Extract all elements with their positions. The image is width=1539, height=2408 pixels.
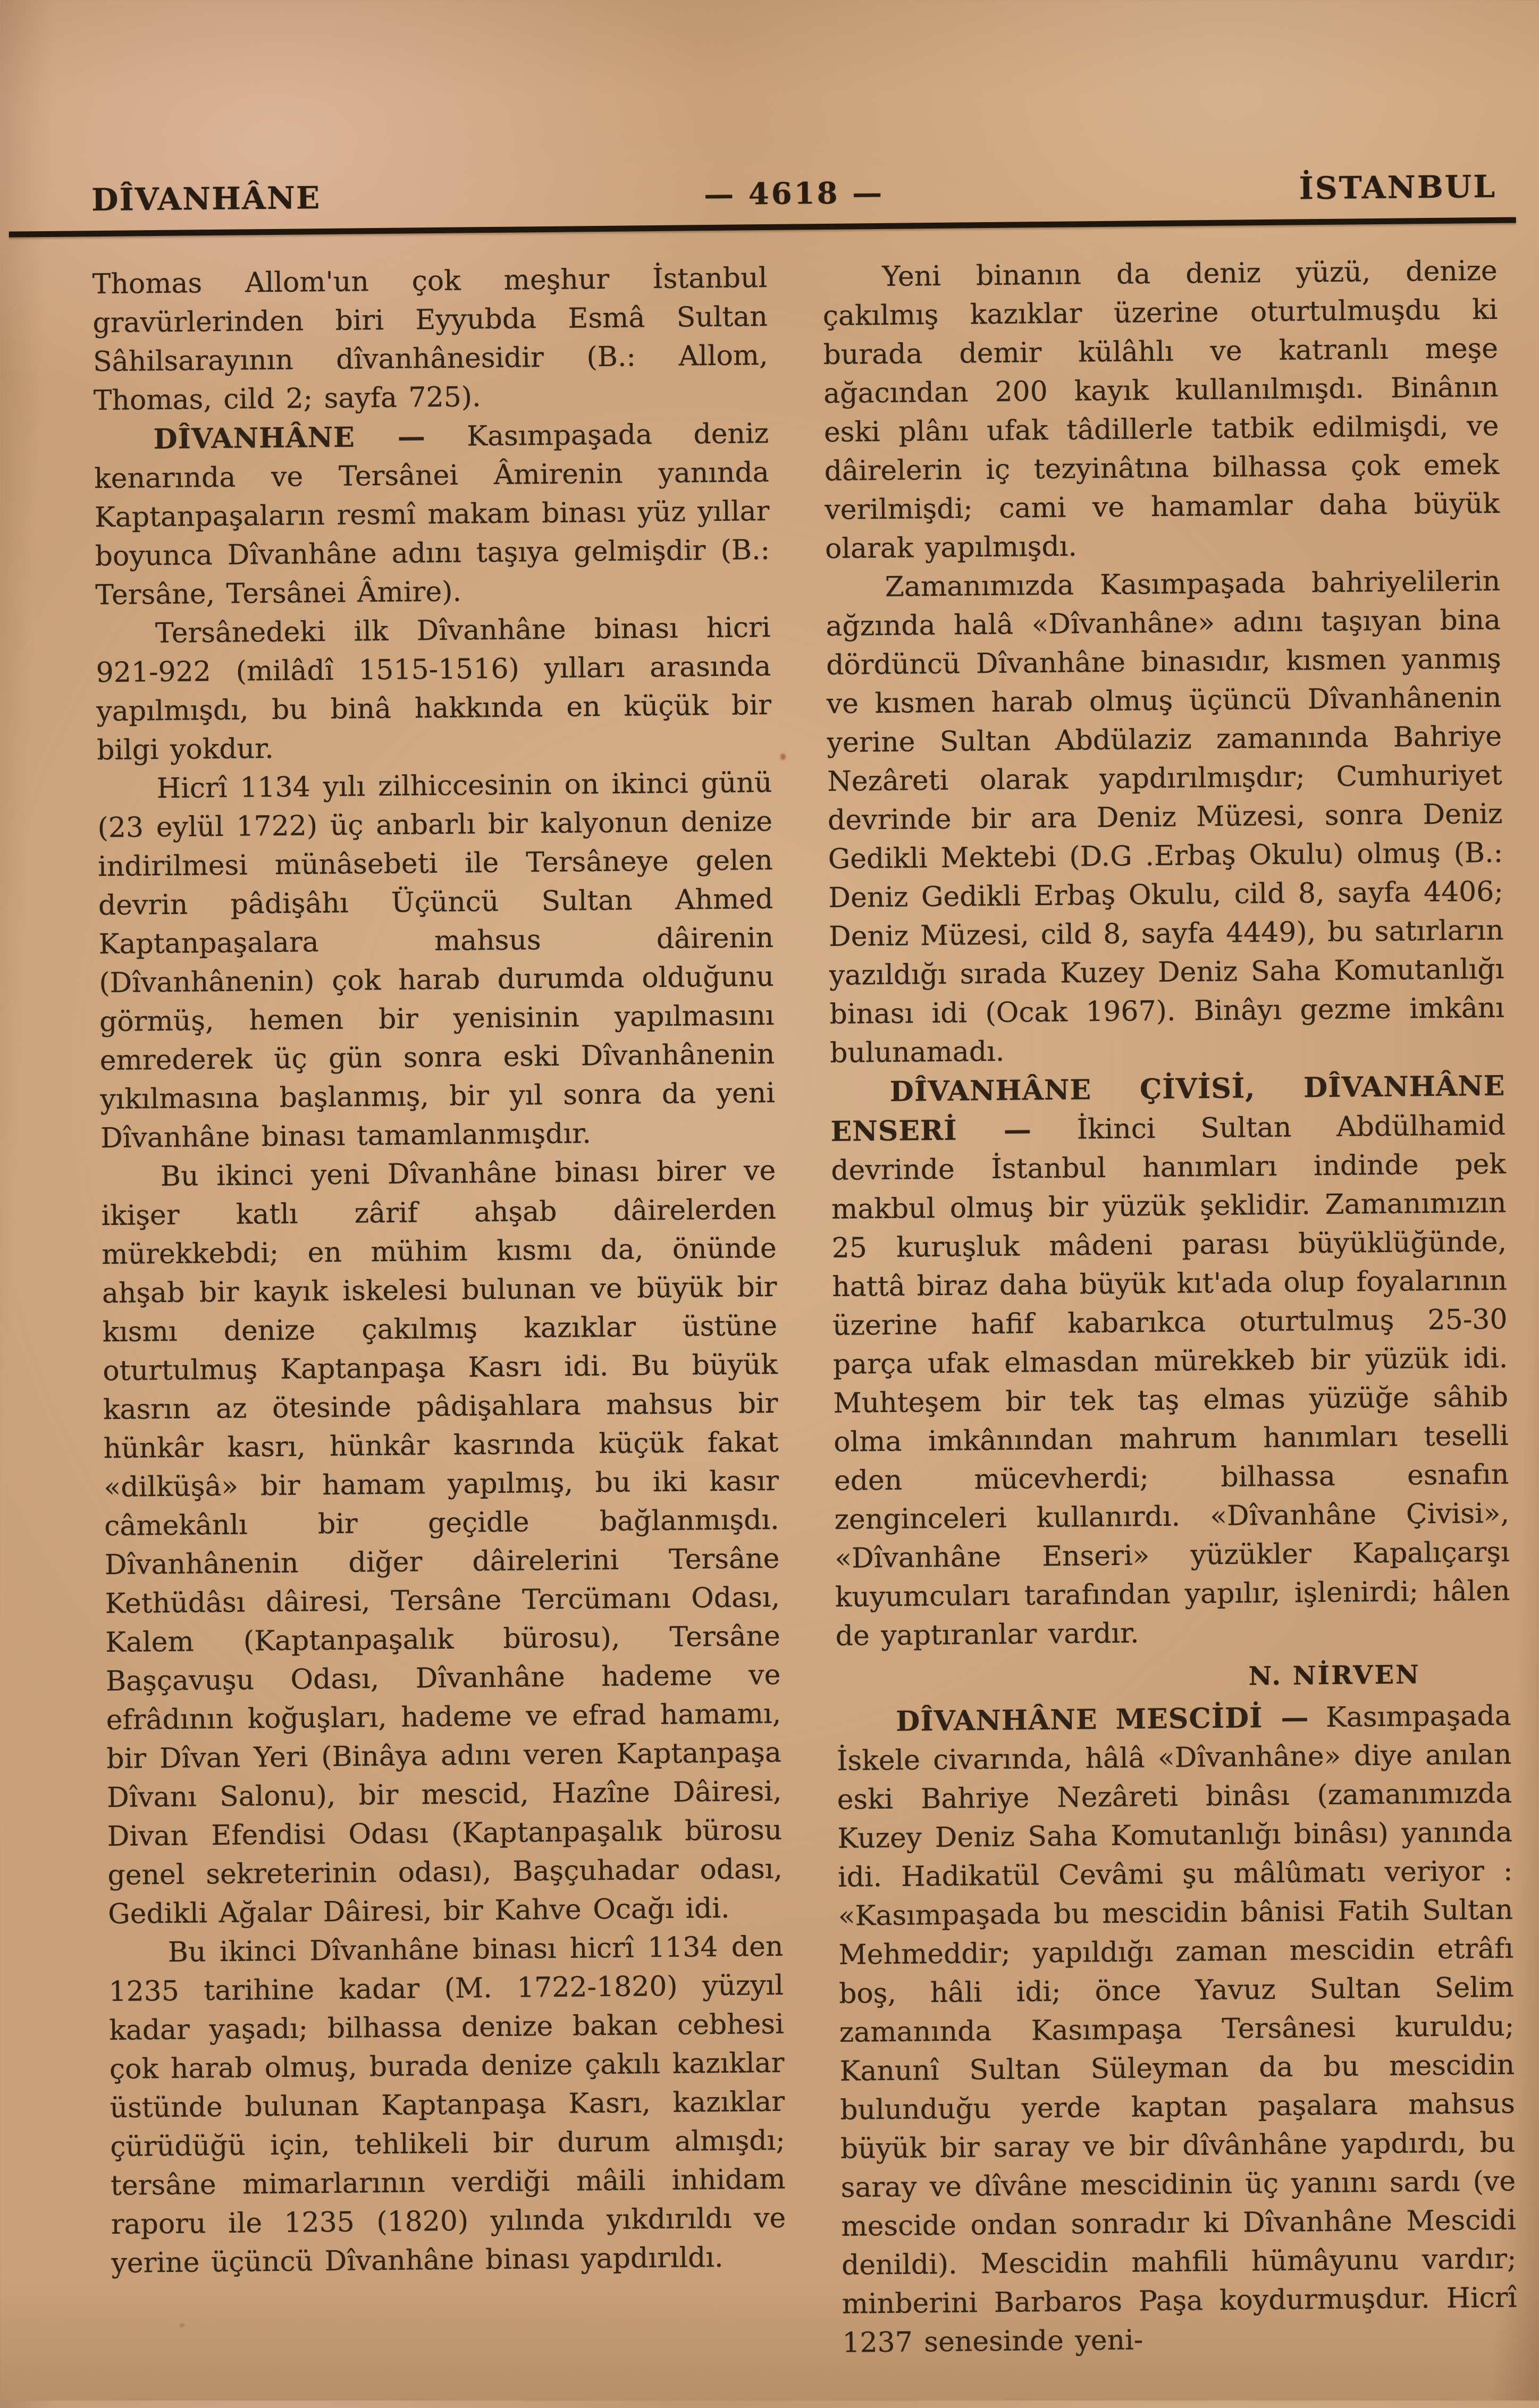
entry-divanhane-civisi bbox=[830, 1067, 1511, 1656]
paragraph-text: İkinci Sultan Abdülhamid devrinde İstanbul hanımları indinde pek makbul olmuş bir yüzük şeklidir. Zamanımızın 25 kuruşluk mâdeni parası büyüklüğünde, hattâ biraz daha büyük kıt'ada olup foyalarının üzerine hafif kabarıkca oturtulmuş 25-30 parça ufak elmasdan mürekkeb bir yüzük idi. Muhteşem bir tek taş elmas yüzüğe sâhib olma imkânından mahrum hanımları teselli eden mücevherdi; bilhassa esnafın zenginceleri kullanırdı. «Dîvanhâne Çivisi», «Dîvanhâne Enseri» yüzükler Kapalıçarşı kuyumcuları tarafından yapılır, işlenirdi; hâlen de yaptıranlar vardır. bbox=[831, 1109, 1510, 1652]
entry-divanhane bbox=[94, 414, 770, 615]
paragraph-text: Thomas Allom'un çok meşhur İstanbul gravürlerinden biri Eyyubda Esmâ Sultan Sâhilsarayının dîvanhânesidir (B.: Allom, Thomas, cild 2; sayfa 725). bbox=[92, 261, 768, 417]
paragraph-text: Bu ikinci yeni Dîvanhâne binası birer ve ikişer katlı zârif ahşab dâirelerden mürekkebdi; en mühim kısmı da, önünde ahşab bir kayık iskelesi bulunan ve büyük bir kısmı denize çakılmış kazıklar üstüne oturtulmuş Kaptanpaşa Kasrı idi. Bu büyük kasrın az ötesinde pâdişahlara mahsus bir hünkâr kasrı, hünkâr kasrında küçük fakat «dilküşâ» bir hamam yapılmış, bu iki kasır câmekânlı bir geçidle bağlanmışdı. Dîvanhânenin diğer dâirelerini Tersâne Kethüdâsı dâiresi, Tersâne Tercümanı Odası, Kalem (Kaptanpaşalık bürosu), Tersâne Başçavuşu Odası, Dîvanhâne hademe ve efrâdının koğuşları, hademe ve efrad hamamı, bir Dîvan Yeri (Binâya adını veren Kaptanpaşa Dîvanı Salonu), bir mescid, Hazîne Dâiresi, Divan Efendisi Odası (Kaptanpaşalık bürosu genel sekreterinin odası), Başçuhadar odası, Gedikli Ağalar Dâiresi, bir Kahve Ocağı idi. bbox=[101, 1154, 783, 1931]
author-signature: N. NİRVEN bbox=[1248, 1660, 1421, 1692]
header-rule bbox=[9, 217, 1516, 237]
paper-speck bbox=[1380, 659, 1384, 663]
header-entry-title: DÎVANHÂNE bbox=[91, 180, 321, 218]
paragraph-text: Hicrî 1134 yılı zilhiccesinin on ikinci günü (23 eylül 1722) üç anbarlı bir kalyonun denize indirilmesi münâsebeti ile Tersâneye gelen devrin pâdişâhı Üçüncü Sultan Ahmed Kaptanpaşalara mahsus dâirenin (Dîvanhânenin) çok harab durumda olduğunu görmüş, hemen bir yenisinin yapılmasını emrederek üç gün sonra eski Dîvanhânenin yıkılmasına başlanmış, bir yıl sonra da yeni Dîvanhâne binası tamamlanmışdır. bbox=[97, 766, 776, 1155]
paragraph-text: Tersânedeki ilk Dîvanhâne binası hicri 921-922 (milâdî 1515-1516) yılları arasında yapılmışdı, bu binâ hakkında en küçük bir bilgi yokdur. bbox=[96, 611, 772, 767]
paragraph-text: Yeni binanın da deniz yüzü, denize çakılmış kazıklar üzerine oturtulmuşdu ki burada demir külâhlı ve katranlı meşe ağacından 200 kayık kullanılmışdı. Binânın eski plânı ufak tâdillerle tatbik edilmişdi, ve dâirelerin iç tezyinâtına bilhassa çok emek verilmişdi; cami ve hamamlar daha büyük olarak yapılmışdı. bbox=[822, 255, 1500, 565]
header-page-number: — 4618 — bbox=[703, 175, 885, 213]
page-header bbox=[91, 168, 1497, 218]
paragraph bbox=[822, 252, 1500, 569]
header-city: İSTANBUL bbox=[1299, 168, 1497, 207]
paragraph bbox=[97, 764, 776, 1158]
left-column bbox=[92, 259, 787, 2370]
paper-speck bbox=[780, 754, 786, 760]
paragraph bbox=[101, 1152, 783, 1934]
paragraph bbox=[108, 1928, 787, 2283]
text-columns bbox=[92, 252, 1517, 2370]
paper-speck bbox=[180, 2323, 184, 2327]
entry-heading: DÎVANHÂNE — bbox=[153, 420, 426, 456]
caption-continuation-paragraph bbox=[92, 259, 768, 420]
paragraph-text: Bu ikinci Dîvanhâne binası hicrî 1134 den 1235 tarihine kadar (M. 1722-1820) yüzyıl kadar yaşadı; bilhassa denize bakan cebhesi çok harab olmuş, burada denize çakılı kazıklar üstünde bulunan Kaptanpaşa Kasrı, kazıklar çürüdüğü için, tehlikeli bir durum almışdı; tersâne mimarlarının verdiği mâili inhidam raporu ile 1235 (1820) yılında yıkdırıldı ve yerine üçüncü Dîvanhâne binası yapdırıldı. bbox=[108, 1930, 786, 2279]
entry-divanhane-mescidi bbox=[836, 1696, 1517, 2363]
entry-heading: DÎVANHÂNE ÇİVİSİ, DÎVANHÂNE ENSERİ — bbox=[830, 1069, 1506, 1148]
entry-heading: DÎVANHÂNE MESCİDİ — bbox=[895, 1701, 1309, 1738]
paragraph-text: Zamanımızda Kasımpaşada bahriyelilerin ağzında halâ «Dîvanhâne» adını taşıyan bina dördüncü Dîvanhâne binasıdır, kısmen yanmış ve kısmen harab olmuş üçüncü Dîvanhânenin yerine Sultan Abdülaziz zamanında Bahriye Nezâreti olarak yapdırılmışdır; Cumhuriyet devrinde bir ara Deniz Müzesi, sonra Deniz Gedikli Mektebi (D.G .Erbaş Okulu) olmuş (B.: Deniz Gedikli Erbaş Okulu, cild 8, sayfa 4406; Deniz Müzesi, cild 8, sayfa 4449), bu satırların yazıldığı sırada Kuzey Deniz Saha Komutanlığı binası idi (Ocak 1967). Binâyı gezme imkânı bulunamadı. bbox=[826, 565, 1505, 1069]
paragraph bbox=[96, 609, 772, 770]
right-column bbox=[822, 252, 1517, 2363]
paragraph-text: Kasımpaşada deniz kenarında ve Tersânei Âmirenin yanında Kaptanpaşaların resmî makam binası yüz yıllar boyunca Dîvanhâne adını taşıya gelmişdir (B.: Tersâne, Tersânei Âmire). bbox=[94, 417, 770, 612]
paragraph bbox=[825, 562, 1505, 1073]
paragraph-text: Kasımpaşada İskele civarında, hâlâ «Dîvanhâne» diye anılan eski Bahriye Nezâreti binâsı (zamanımızda Kuzey Deniz Saha Komutanlığı binâsı) yanında idi. Hadikatül Cevâmi şu mâlûmatı veriyor : «Kasımpaşada bu mescidin bânisi Fatih Sultan Mehmeddir; yapıldığı zaman mescidin etrâfı boş, hâli idi; önce Yavuz Sultan Selim zamanında Kasımpaşa Tersânesi kuruldu; Kanunî Sultan Süleyman da bu mescidin bulunduğu yerde kaptan paşalara mahsus büyük bir saray ve bir dîvânhâne yapdırdı, bu saray ve dîvâne mescidinin üç yanını sardı (ve mescide ondan sonradır ki Dîvanhâne Mescidi denildi). Mescidin mahfili hümâyunu vardır; minberini Barbaros Paşa koydurmuşdur. Hicrî 1237 senesinde yeni- bbox=[836, 1700, 1517, 2359]
